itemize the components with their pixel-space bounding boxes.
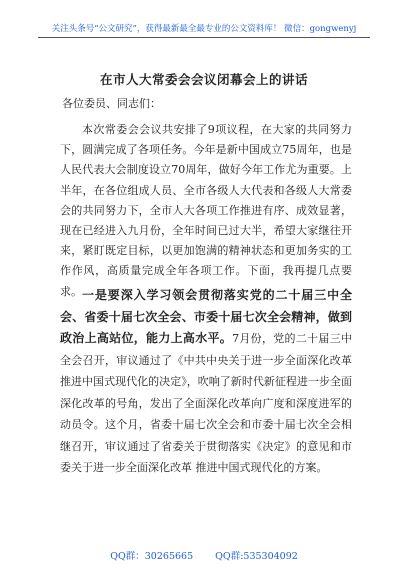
paragraph-2 (60, 285, 352, 479)
paragraph-2-lead: 一是要深入学习领会贯彻落实党的二十届三中全会、省委十届七次全会、市委十届七次全会精神，做到政治上高站位，能力上高水平。 (60, 288, 352, 345)
paragraph-2-body: 7月份，党的二十届三中全会召开，审议通过了《中共中央关于进一步全面深化改革 推进中国式现代化的决定》，吹响了新时代新征程进一步全面深化改革的号角，发出了全面深化改革向广度和深度进军的动员令。这个月，省委十届七次全会和市委十届七次全会相继召开，审议通过了省委关于贯彻落实《决定》的意见和市委关于进一步全面深化改革 推进中国式现代化的方案。 (60, 332, 352, 474)
footer-qq-group-2: QQ群:535304092 (215, 551, 298, 562)
footer-qq-group-1: QQ群：30265665 (110, 551, 194, 562)
paragraph-1: 本次常委会会议共安排了9项议程，在大家的共同努力下，圆满完成了各项任务。今年是新中国成立75周年，也是人民代表大会制度设立70周年，做好今年工作尤为重要。上半年，在各位组成人员、全市各级人大代表和各级人大常委会的共同努力下，全市人大各项工作推进有序、成效显著，现在已经进入九月份，全年时间已过大半，希望大家继往开来，紧盯既定目标，以更加饱满的精神状态和更加务实的工作作风，高质量完成全年各项工作。下面，我再提几点要求。 (60, 123, 352, 298)
page-header-banner (38, 22, 370, 38)
salutation: 各位委员、同志们： (62, 97, 161, 110)
page-footer (0, 548, 408, 562)
document-title: 在市人大常委会会议闭幕会上的讲话 (99, 72, 308, 87)
header-text: 关注头条号“公文研究”，获得最新最全最专业的公文资料库！ 微信：gongwenyj (51, 24, 357, 34)
